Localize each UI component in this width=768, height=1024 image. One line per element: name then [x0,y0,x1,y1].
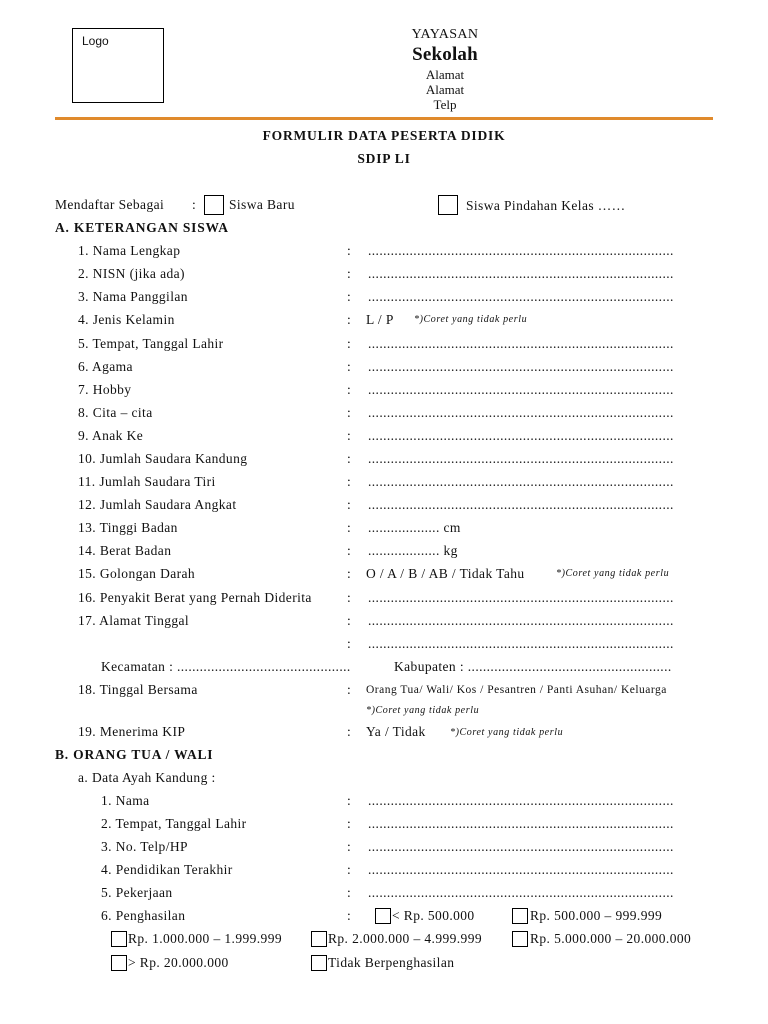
colon: : [347,590,352,605]
item-label: 6. Agama [78,359,133,374]
option-siswa-baru: Siswa Baru [229,197,295,212]
form-subtitle: SDIP LI [357,151,411,166]
colon: : [347,839,352,854]
section-b-title: B. ORANG TUA / WALI [55,747,214,762]
checkbox-income-5[interactable] [512,931,528,947]
checkbox-income-2[interactable] [512,908,528,924]
parent-item-field[interactable]: ................................................................................. [368,839,674,854]
income-option-1: < Rp. 500.000 [392,908,475,923]
item-label: 12. Jumlah Saudara Angkat [78,497,237,512]
item-value-field[interactable]: ................................................................................. [368,289,674,304]
item-value-field[interactable]: ................................................................................. [368,497,674,512]
checkbox-siswa-pindahan[interactable] [438,195,458,215]
checkbox-siswa-baru[interactable] [204,195,224,215]
colon: : [347,862,352,877]
item-19-label: 19. Menerima KIP [78,724,186,739]
item-19-note: *)Coret yang tidak perlu [450,727,564,738]
colon: : [347,243,352,258]
colon: : [347,359,352,374]
parent-item-label: 4. Pendidikan Terakhir [101,862,233,877]
option-siswa-pindahan: Siswa Pindahan Kelas …… [466,198,626,213]
item-value-field[interactable]: ................................................................................. [368,243,674,258]
colon: : [347,266,352,281]
parent-item-field[interactable]: ................................................................................. [368,862,674,877]
colon: : [347,908,352,923]
item-label: 10. Jumlah Saudara Kandung [78,451,248,466]
register-label: Mendaftar Sebagai [55,197,165,212]
colon: : [347,405,352,420]
register-colon: : [192,197,197,212]
parent-item-label: 1. Nama [101,793,150,808]
section-a-title: A. KETERANGAN SISWA [55,220,229,235]
item-value-field[interactable]: ................................................................................. [368,359,674,374]
item-value-field[interactable]: O / A / B / AB / Tidak Tahu [366,566,525,581]
item-value-field[interactable]: ................................................................................. [368,382,674,397]
item-label: 2. NISN (jika ada) [78,266,185,281]
item-note: *)Coret yang tidak perlu [556,568,670,579]
parent-item-field[interactable]: ................................................................................. [368,816,674,831]
header-divider [55,117,713,120]
checkbox-income-7[interactable] [311,955,327,971]
colon: : [347,636,352,651]
income-option-7: Tidak Berpenghasilan [328,955,455,970]
colon: : [347,312,352,327]
item-value-field[interactable]: ................................................................................. [368,451,674,466]
item-value-field[interactable]: ................... kg [368,543,458,558]
colon: : [347,613,352,628]
income-option-6: > Rp. 20.000.000 [128,955,229,970]
item-note: *)Coret yang tidak perlu [414,314,528,325]
item-label: 14. Berat Badan [78,543,172,558]
kecamatan-field[interactable]: Kecamatan : .............................................. [101,659,351,674]
item-label: 17. Alamat Tinggal [78,613,190,628]
address-line-1: Alamat [425,67,465,82]
school-name: Sekolah [412,44,478,65]
item-value-field[interactable]: L / P [366,312,394,327]
kabupaten-field[interactable]: Kabupaten : ...................................................... [394,659,672,674]
item-label: 13. Tinggi Badan [78,520,178,535]
item-value-field[interactable]: ................................................................................. [368,336,674,351]
colon: : [347,520,352,535]
item-label: 4. Jenis Kelamin [78,312,175,327]
item-18-note: *)Coret yang tidak perlu [366,705,480,716]
colon: : [347,497,352,512]
colon: : [347,724,352,739]
item-label: 5. Tempat, Tanggal Lahir [78,336,224,351]
item-value-field[interactable]: ................................................................................. [368,474,674,489]
item-label: 9. Anak Ke [78,428,144,443]
parent-item-label: 5. Pekerjaan [101,885,173,900]
address-line-2: Alamat [425,82,465,97]
colon: : [347,451,352,466]
parent-item-field[interactable]: ................................................................................. [368,793,674,808]
item-18-value: Orang Tua/ Wali/ Kos / Pesantren / Panti Asuhan/ Keluarga [366,684,667,696]
income-option-5: Rp. 5.000.000 – 20.000.000 [530,931,692,946]
colon: : [347,566,352,581]
logo-label: Logo [82,34,109,48]
parent-item-label: 2. Tempat, Tanggal Lahir [101,816,247,831]
checkbox-income-4[interactable] [311,931,327,947]
colon: : [347,682,352,697]
colon: : [347,336,352,351]
phone-line: Telp [433,97,457,112]
income-option-3: Rp. 1.000.000 – 1.999.999 [128,931,283,946]
income-option-4: Rp. 2.000.000 – 4.999.999 [328,931,483,946]
colon: : [347,543,352,558]
item-18-label: 18. Tinggal Bersama [78,682,198,697]
org-line: YAYASAN [411,27,479,42]
colon: : [347,289,352,304]
colon: : [347,816,352,831]
item-label: 15. Golongan Darah [78,566,196,581]
colon: : [347,885,352,900]
parent-item-field[interactable]: ................................................................................. [368,885,674,900]
item-label: 3. Nama Panggilan [78,289,188,304]
colon: : [347,428,352,443]
item-value-field[interactable]: ................................................................................. [368,428,674,443]
item-value-field[interactable]: ................................................................................. [368,266,674,281]
item-value-field[interactable]: ................................................................................. [368,405,674,420]
income-option-2: Rp. 500.000 – 999.999 [530,908,663,923]
address-line-2-field[interactable]: ................................................................................. [368,636,674,651]
item-label: 16. Penyakit Berat yang Pernah Diderita [78,590,312,605]
colon: : [347,382,352,397]
colon: : [347,474,352,489]
colon: : [347,793,352,808]
item-19-value: Ya / Tidak [366,724,426,739]
item-value-field[interactable]: ................................................................................. [368,590,674,605]
parent-item-label: 3. No. Telp/HP [101,839,188,854]
sub-section-ayah: a. Data Ayah Kandung : [78,770,216,785]
checkbox-income-3[interactable] [111,931,127,947]
checkbox-income-6[interactable] [111,955,127,971]
item-value-field[interactable]: ................... cm [368,520,461,535]
item-value-field[interactable]: ................................................................................. [368,613,674,628]
income-label: 6. Penghasilan [101,908,186,923]
item-label: 8. Cita – cita [78,405,153,420]
form-title: FORMULIR DATA PESERTA DIDIK [262,128,506,143]
logo-placeholder [72,28,164,103]
item-label: 11. Jumlah Saudara Tiri [78,474,216,489]
item-label: 7. Hobby [78,382,132,397]
checkbox-income-1[interactable] [375,908,391,924]
item-label: 1. Nama Lengkap [78,243,181,258]
